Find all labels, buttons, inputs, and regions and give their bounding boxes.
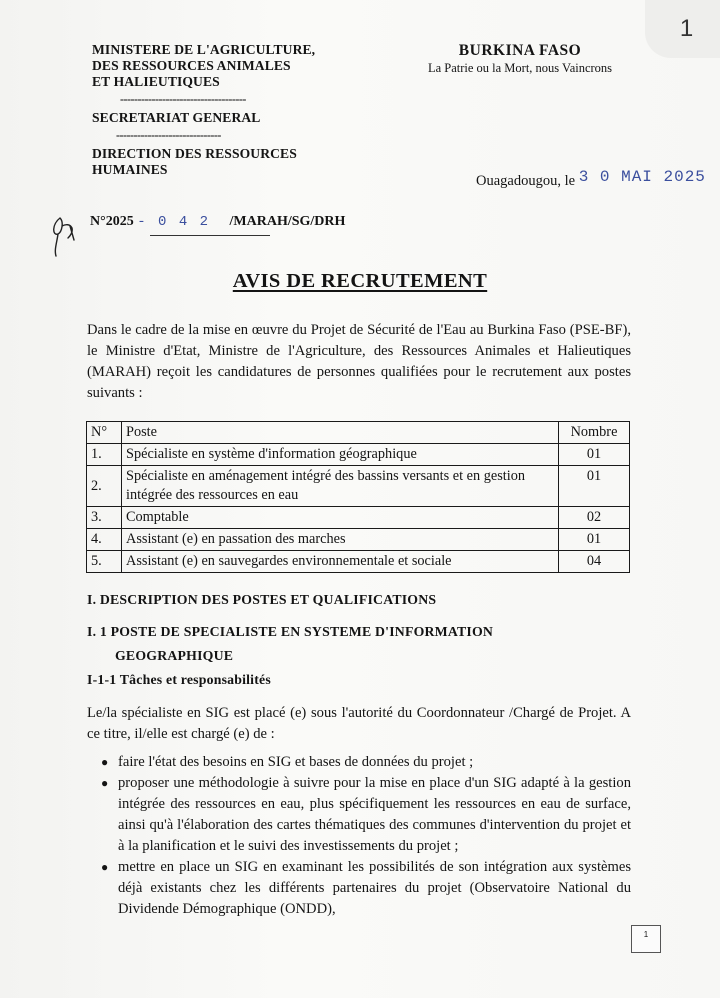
row-number: 5. — [87, 551, 122, 573]
ministry-header — [92, 42, 412, 178]
secretariat-label: SECRETARIAT GENERAL — [92, 110, 261, 125]
direction-line: HUMAINES — [92, 162, 168, 177]
row-number: 4. — [87, 529, 122, 551]
subsection-heading: I. 1 POSTE DE SPECIALISTE EN SYSTEME D'INFORMATION — [87, 624, 494, 639]
separator: ------------------------------ — [116, 128, 221, 142]
corner-page-badge: 1 — [645, 0, 720, 58]
bullet-icon: ● — [101, 776, 109, 790]
row-position: Assistant (e) en passation des marches — [122, 529, 559, 551]
separator: ------------------------------------ — [120, 92, 246, 106]
table-header-row — [87, 422, 630, 444]
place-date — [476, 168, 706, 190]
row-count: 01 — [559, 529, 630, 551]
reference-number: - 0 4 2 — [137, 214, 211, 230]
table-row — [87, 507, 630, 529]
tasks-heading: I-1-1 Tâches et responsabilités — [87, 672, 271, 687]
row-number: 2. — [87, 466, 122, 507]
country-name: BURKINA FASO — [458, 42, 582, 59]
row-position: Assistant (e) en sauvegardes environnementale et sociale — [122, 551, 559, 573]
column-header: Poste — [122, 422, 559, 444]
subsection-heading-continued: GEOGRAPHIQUE — [115, 648, 234, 663]
intro-paragraph: Dans le cadre de la mise en œuvre du Projet de Sécurité de l'Eau au Burkina Faso (PSE-BF), le Ministre d'Etat, Ministre de l'Agriculture, des Ressources Animales et Halieutiques (MARAH) reçoit les candidatures de personnes qualifiées pour le recrutement aux postes suivants : — [87, 322, 631, 401]
row-count: 01 — [559, 444, 630, 466]
reference-line — [50, 205, 450, 253]
bullet-icon: ● — [101, 860, 109, 874]
list-item: ● faire l'état des besoins en SIG et bases de données du projet ; — [87, 752, 631, 773]
row-position: Comptable — [122, 507, 559, 529]
direction-line: DIRECTION DES RESSOURCES — [92, 146, 297, 161]
list-item: ● proposer une méthodologie à suivre pour la mise en place d'un SIG adapté à la gestion intégrée des ressources en eau, plus spécifiquement les ressources en eau de surface, ainsi qu'à l'élaboration des cartes thématiques des communes d'intervention du projet et à la planification et le suivi des investissements du projet ; — [101, 775, 631, 854]
positions-table — [86, 421, 630, 573]
reference-underline — [150, 235, 270, 236]
column-header: Nombre — [559, 422, 630, 444]
row-number: 1. — [87, 444, 122, 466]
row-count: 02 — [559, 507, 630, 529]
document-title: AVIS DE RECRUTEMENT — [232, 270, 488, 292]
country-header — [400, 42, 640, 76]
ministry-line: DES RESSOURCES ANIMALES — [92, 58, 291, 73]
page-number-box: 1 — [631, 925, 661, 953]
row-number: 3. — [87, 507, 122, 529]
column-header: N° — [87, 422, 122, 444]
row-count: 01 — [559, 466, 630, 507]
table-row — [87, 551, 630, 573]
ministry-line: ET HALIEUTIQUES — [92, 74, 220, 89]
reference-prefix: N°2025 — [90, 214, 134, 229]
table-row — [87, 529, 630, 551]
tasks-intro-paragraph: Le/la spécialiste en SIG est placé (e) sous l'autorité du Coordonnateur /Chargé de Projet. A ce titre, il/elle est chargé (e) de : — [87, 705, 631, 742]
section-heading: I. DESCRIPTION DES POSTES ET QUALIFICATIONS — [87, 592, 437, 607]
row-position: Spécialiste en système d'information géographique — [122, 444, 559, 466]
table-row — [87, 466, 630, 507]
table-row — [87, 444, 630, 466]
reference-suffix: /MARAH/SG/DRH — [229, 214, 346, 229]
country-motto: La Patrie ou la Mort, nous Vaincrons — [427, 61, 613, 75]
row-count: 04 — [559, 551, 630, 573]
date-stamp: 3 0 MAI 2025 — [578, 168, 706, 186]
row-position: Spécialiste en aménagement intégré des bassins versants et en gestion intégrée des ressources en eau — [122, 466, 559, 507]
bullet-icon: ● — [101, 755, 109, 769]
tasks-list — [87, 752, 631, 920]
place-prefix: Ouagadougou, le — [476, 173, 576, 189]
ministry-line: MINISTERE DE L'AGRICULTURE, — [92, 42, 316, 57]
list-item: ● mettre en place un SIG en examinant les possibilités de son intégration aux systèmes déjà existants chez les différents partenaires du projet (Observatoire National du Dividende Démographique (ONDD), — [101, 859, 631, 917]
